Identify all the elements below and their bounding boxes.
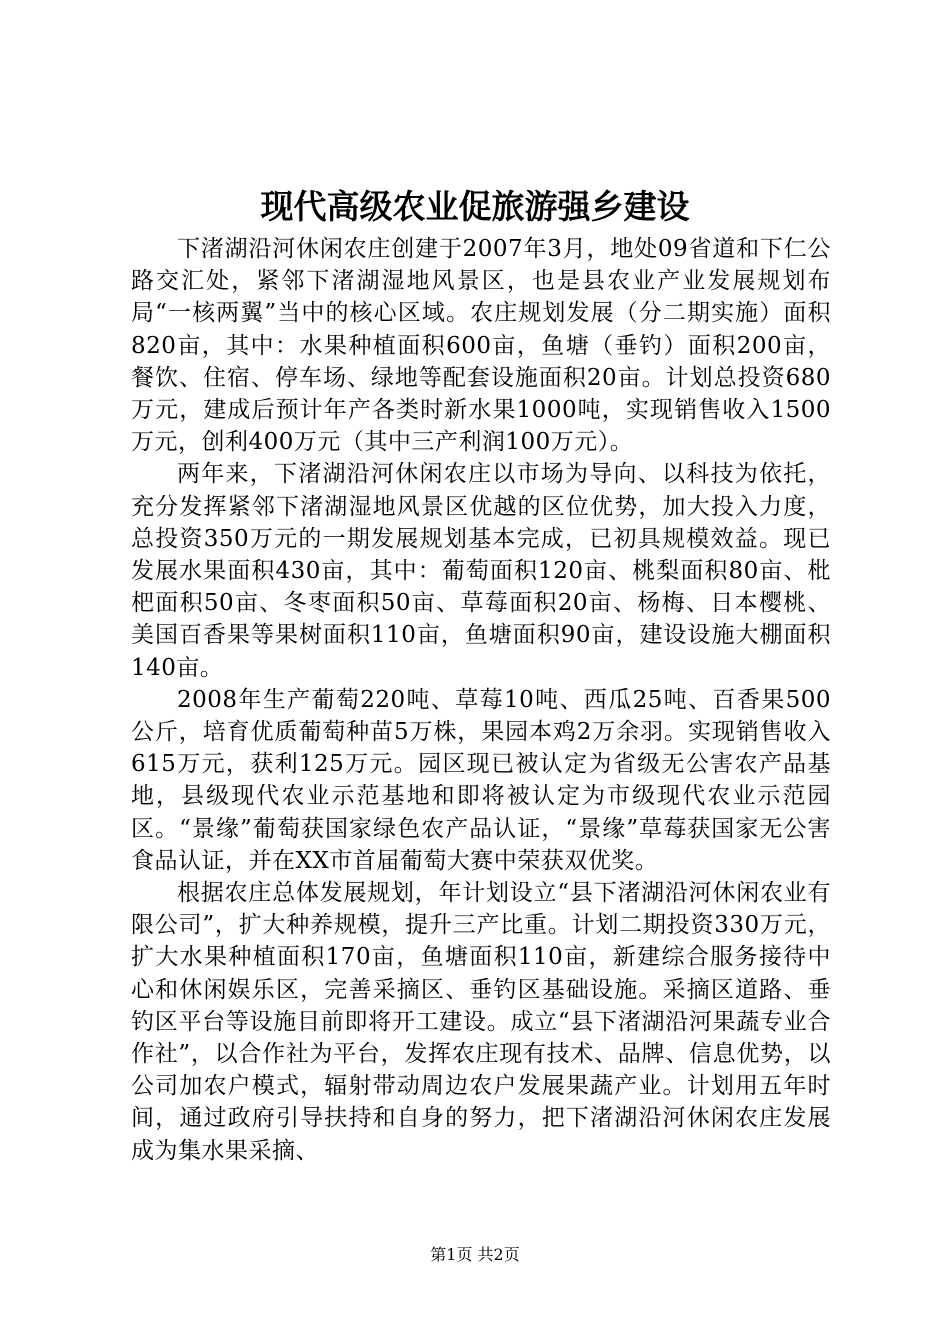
- paragraph: 2008年生产葡萄220吨、草莓10吨、西瓜25吨、百香果500公斤，培育优质葡萄种苗5万株，果园本鸡2万余羽。实现销售收入615万元，获利125万元。园区现已被认定为省级无公害农产品基地，县级现代农业示范基地和即将被认定为市级现代农业示范园区。“景缘”葡萄获国家绿色农产品认证，“景缘”草莓获国家无公害食品认证，并在XX市首届葡萄大赛中荣获双优奖。: [131, 686, 831, 874]
- paragraph: 两年来，下渚湖沿河休闲农庄以市场为导向、以科技为依托，充分发挥紧邻下渚湖湿地风景区优越的区位优势，加大投入力度，总投资350万元的一期发展规划基本完成，已初具规模效益。现已发展水果面积430亩，其中：葡萄面积120亩、桃梨面积80亩、枇杷面积50亩、冬枣面积50亩、草莓面积20亩、杨梅、日本樱桃、美国百香果等果树面积110亩，鱼塘面积90亩，建设设施大棚面积140亩。: [131, 461, 831, 681]
- paragraph: 下渚湖沿河休闲农庄创建于2007年3月，地处09省道和下仁公路交汇处，紧邻下渚湖湿地风景区，也是县农业产业发展规划布局“一核两翼”当中的核心区域。农庄规划发展（分二期实施）面积820亩，其中：水果种植面积600亩，鱼塘（垂钓）面积200亩，餐饮、住宿、停车场、绿地等配套设施面积20亩。计划总投资680万元，建成后预计年产各类时新水果1000吨，实现销售收入1500万元，创利400万元（其中三产利润100万元）。: [131, 236, 831, 456]
- document-title: 现代高级农业促旅游强乡建设: [260, 187, 690, 226]
- page-footer: 第1页 共2页: [430, 1245, 520, 1264]
- document-body: [131, 233, 831, 1167]
- paragraph: 根据农庄总体发展规划，年计划设立“县下渚湖沿河休闲农业有限公司”，扩大种养规模，提升三产比重。计划二期投资330万元，扩大水果种植面积170亩，鱼塘面积110亩，新建综合服务接待中心和休闲娱乐区，完善采摘区、垂钓区基础设施。采摘区道路、垂钓区平台等设施目前即将开工建设。成立“县下渚湖沿河果蔬专业合作社”，以合作社为平台，发挥农庄现有技术、品牌、信息优势，以公司加农户模式，辐射带动周边农户发展果蔬产业。计划用五年时间，通过政府引导扶持和自身的努力，把下渚湖沿河休闲农庄发展成为集水果采摘、: [131, 880, 831, 1164]
